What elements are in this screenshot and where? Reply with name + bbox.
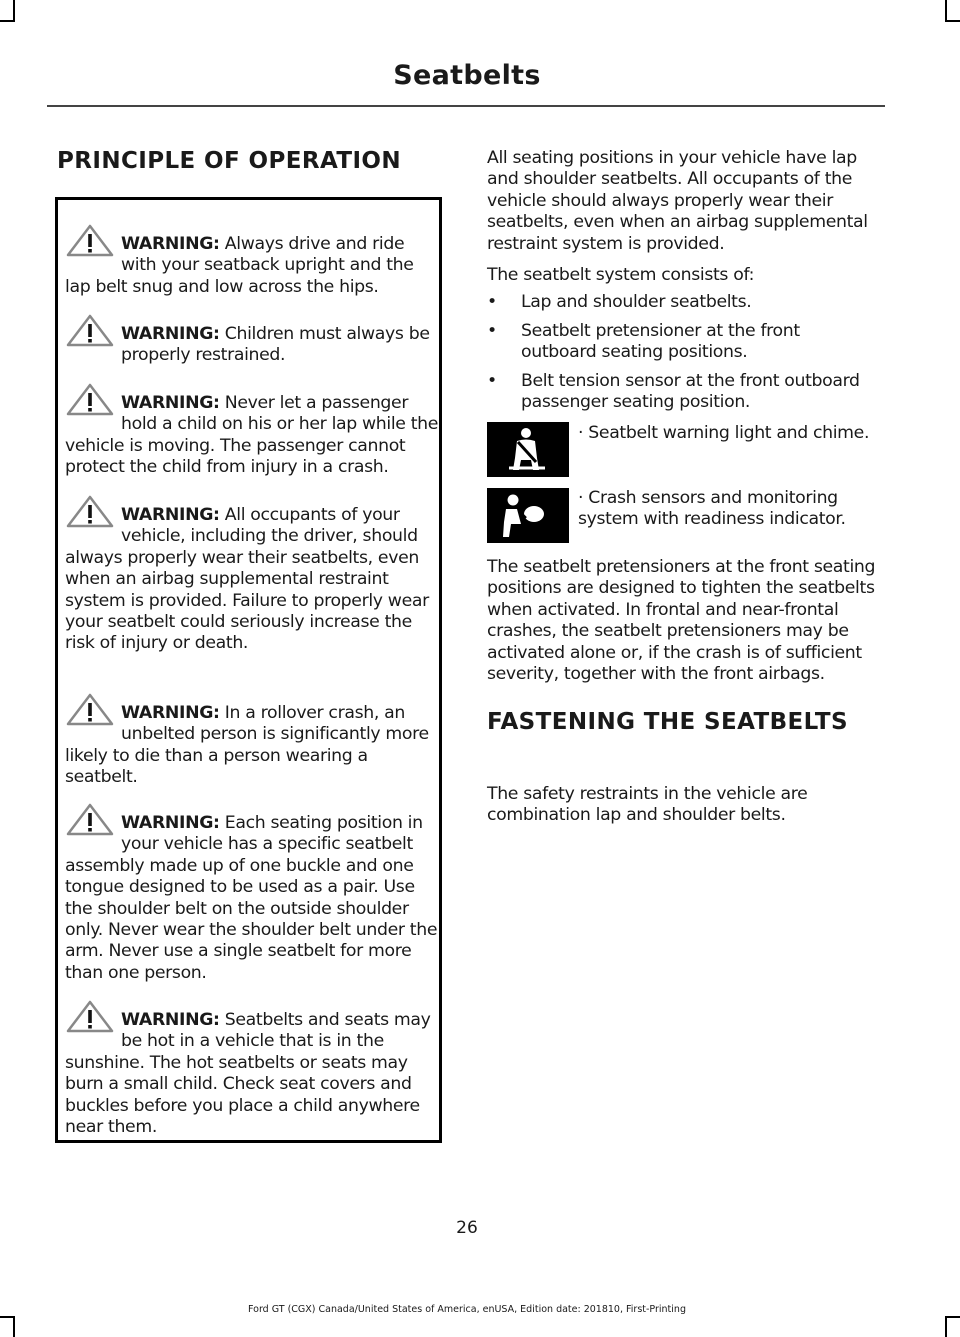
bullet-marker: • [487,292,497,312]
section-heading: PRINCIPLE OF OPERATION [57,148,402,174]
warning-item [65,813,441,984]
indicator-text: · Seatbelt warning light and chime. [578,423,870,443]
seatbelt-warning-icon [487,422,569,477]
section-heading: FASTENING THE SEATBELTS [487,709,848,735]
list-item-text: Belt tension sensor at the front outboard passenger seating position. [521,371,860,413]
pretensioner-paragraph: The seatbelt pretensioners at the front seating positions are designed to tighten the seatbelts when activated. In frontal and near-frontal crashes, the seatbelt pretensioners may be activated alone or, if the crash is of sufficient severity, together with the front airbags. [487,557,876,685]
warning-text: Never let a passenger hold a child on his or her lap while the vehicle is moving. The passenger cannot protect the child from injury in a crash. [65,393,439,478]
title-divider [47,105,885,107]
warning-item [65,234,441,298]
warning-label: WARNING: [121,703,220,723]
warning-label: WARNING: [121,393,220,413]
page-number: 26 [456,1218,478,1238]
warning-triangle-icon [65,495,115,528]
warning-triangle-icon [65,224,115,257]
warning-label: WARNING: [121,505,220,525]
list-item-text: Lap and shoulder seatbelts. [521,292,752,312]
crop-mark [13,1316,15,1337]
warning-text: Always drive and ride with your seatback upright and the lap belt snug and low across the hips. [65,234,414,297]
warning-label: WARNING: [121,1010,220,1030]
warning-text: Children must always be properly restrained. [121,324,430,366]
warning-item [65,505,441,655]
page-title: Seatbelts [393,60,541,91]
warning-text: In a rollover crash, an unbelted person is significantly more likely to die than a person wearing a seatbelt. [65,703,429,788]
warning-text: Each seating position in your vehicle has a specific seatbelt assembly made up of one buckle and one tongue designed to be used as a pair. Use the shoulder belt on the outside shoulder only. Never wear the shoulder belt under the arm. Never use a single seatbelt for more than one person. [65,813,438,983]
warning-item [65,393,441,479]
bullet-marker: • [487,371,497,391]
warning-triangle-icon [65,314,115,347]
warning-label: WARNING: [121,813,220,833]
indicator-text: · Crash sensors and monitoring system with readiness indicator. [578,488,846,530]
airbag-indicator-icon [487,488,569,543]
crop-mark [13,0,15,20]
warning-triangle-icon [65,693,115,726]
warning-label: WARNING: [121,234,220,254]
crop-mark [945,0,947,20]
crop-mark [0,20,15,22]
crop-mark [945,20,960,22]
system-consists-text: The seatbelt system consists of: [487,265,755,285]
warning-item [65,703,441,789]
footer-text: Ford GT (CGX) Canada/United States of America, enUSA, Edition date: 201810, First-Printing [248,1304,686,1315]
warning-triangle-icon [65,383,115,416]
fastening-paragraph: The safety restraints in the vehicle are combination lap and shoulder belts. [487,784,808,826]
warning-box [55,197,442,1143]
intro-paragraph: All seating positions in your vehicle have lap and shoulder seatbelts. All occupants of the vehicle should always properly wear their seatbelts, even when an airbag supplemental restraint system is provided. [487,148,868,254]
warning-text: Seatbelts and seats may be hot in a vehicle that is in the sunshine. The hot seatbelts or seats may burn a small child. Check seat covers and buckles before you place a child anywhere near them. [65,1010,431,1138]
crop-mark [0,1316,15,1318]
warning-label: WARNING: [121,324,220,344]
crop-mark [945,1316,960,1318]
list-item-text: Seatbelt pretensioner at the front outboard seating positions. [521,321,800,363]
warning-triangle-icon [65,1000,115,1033]
warning-triangle-icon [65,803,115,836]
warning-item [65,324,441,367]
warning-item [65,1010,441,1138]
warning-text: All occupants of your vehicle, including the driver, should always properly wear their seatbelts, even when an airbag supplemental restraint system is provided. Failure to properly wear your seatbelt could seriously increase the risk of injury or death. [65,505,429,654]
crop-mark [945,1316,947,1337]
bullet-marker: • [487,321,497,341]
